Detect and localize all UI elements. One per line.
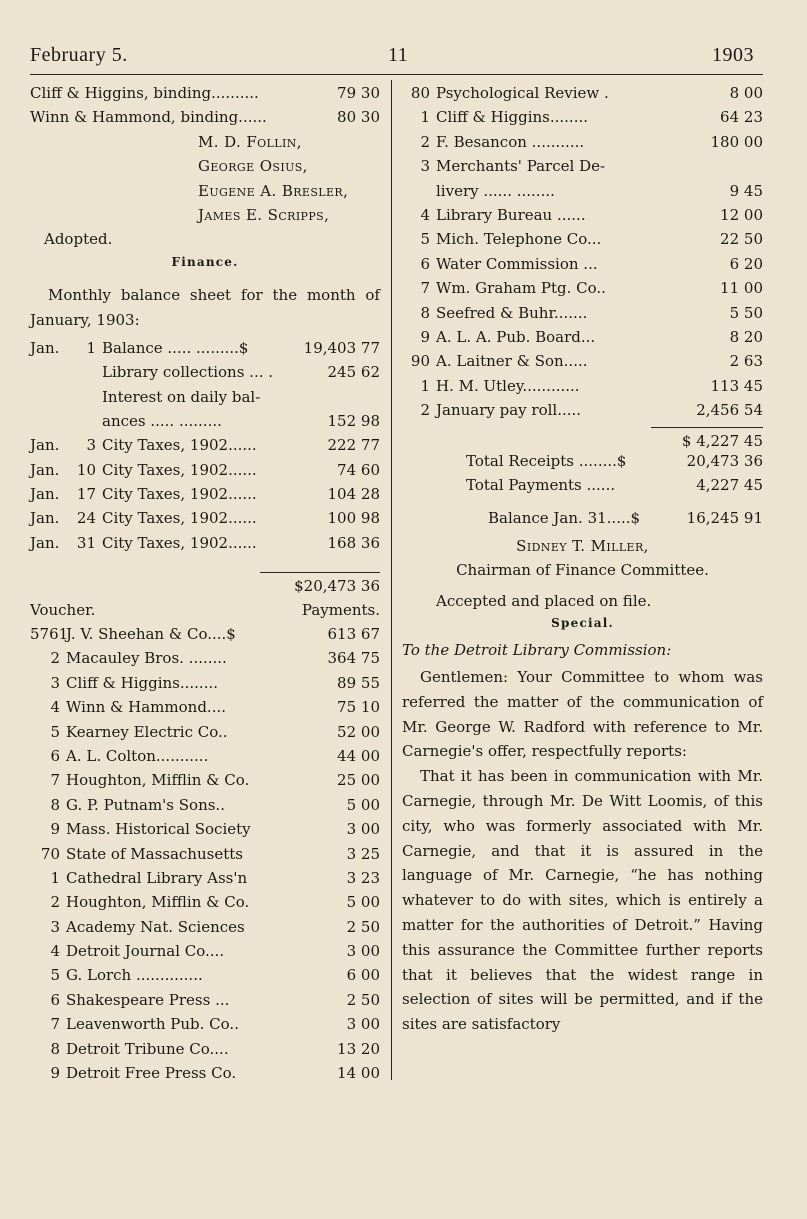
column-divider <box>391 80 392 1080</box>
signer-title: Chairman of Finance Committee. <box>456 561 709 580</box>
balance-row <box>30 485 380 509</box>
signature-line: M. D. Follin, <box>198 132 302 151</box>
balance-name: Interest on daily bal- <box>102 387 261 406</box>
payee-name: Detroit Journal Co.... <box>66 942 225 961</box>
payments-total <box>402 427 763 451</box>
payment-row <box>402 377 763 401</box>
balance-row <box>30 534 380 558</box>
payment-amount: 6 00 <box>346 966 380 985</box>
voucher-number: 2 <box>420 401 430 420</box>
voucher-number: 2 <box>50 649 60 668</box>
salutation: To the Detroit Library Commission: <box>402 640 672 659</box>
header-year: 1903 <box>712 44 754 66</box>
balance-month: Jan. <box>30 436 60 455</box>
payments-total-amount: $ 4,227 45 <box>651 427 763 450</box>
payment-row <box>30 625 380 649</box>
balance-row <box>30 412 380 436</box>
balance-day: 10 <box>76 460 96 479</box>
balance-table <box>30 339 380 559</box>
payee-name: Merchants' Parcel De- <box>436 157 606 176</box>
payment-row <box>30 771 380 795</box>
payment-amount: 180 00 <box>710 132 763 151</box>
voucher-number: 9 <box>50 820 60 839</box>
voucher-number: 1 <box>420 376 430 395</box>
payment-row <box>402 328 763 352</box>
payment-row <box>402 182 763 206</box>
voucher-number: 6 <box>50 990 60 1009</box>
payee-name: Detroit Free Press Co. <box>66 1064 237 1083</box>
voucher-number: 7 <box>50 1015 60 1034</box>
payment-row <box>402 133 763 157</box>
payments-header <box>30 601 380 625</box>
balance-amount: 19,403 77 <box>303 338 380 357</box>
paragraph-2: That it has been in communication with Mr. Carnegie, through Mr. De Witt Loomis, of this city, who was formerly associated with Mr. Carnegie, and that it is assured in the language of Mr. Carnegie, “he has nothing whatever to do with sites, which is entirely a matter for the authorities of Detroit.” Having this assurance the Committee further reports that it believes that the widest range in selection of sites will be permitted, and if the sites are satisfactory <box>402 767 763 1034</box>
signature-block <box>30 133 380 231</box>
balance-day: 1 <box>86 338 96 357</box>
balance-name: ances ..... ......... <box>102 411 222 430</box>
payment-row <box>30 649 380 673</box>
voucher-number: 5761 <box>30 625 69 644</box>
total-receipts-row <box>402 452 763 476</box>
balance-name: City Taxes, 1902...... <box>102 509 257 528</box>
payment-row <box>30 893 380 917</box>
payee-name: Library Bureau ...... <box>436 205 586 224</box>
adopted-text: Adopted. <box>44 230 113 249</box>
payment-amount: 3 25 <box>346 844 380 863</box>
payee-name: Houghton, Mifflin & Co. <box>66 893 250 912</box>
balance-name: City Taxes, 1902...... <box>102 485 257 504</box>
payment-row <box>30 796 380 820</box>
payee-name: A. Laitner & Son..... <box>436 352 588 371</box>
payment-row <box>30 918 380 942</box>
payee-name: A. L. A. Pub. Board... <box>436 327 596 346</box>
voucher-number: 1 <box>420 108 430 127</box>
payment-amount: 64 23 <box>720 108 763 127</box>
payment-amount: 9 45 <box>729 181 763 200</box>
payment-amount: 14 00 <box>337 1064 380 1083</box>
payment-amount: 8 20 <box>729 327 763 346</box>
payee-name: G. P. Putnam's Sons.. <box>66 795 225 814</box>
voucher-number: 90 <box>410 352 430 371</box>
payee-name: State of Massachusetts <box>66 844 243 863</box>
voucher-number: 9 <box>50 1064 60 1083</box>
balance-row <box>30 436 380 460</box>
payment-row <box>30 869 380 893</box>
balance-name: Balance ..... .........$ <box>102 338 249 357</box>
balance-month: Jan. <box>30 533 60 552</box>
payment-row <box>402 279 763 303</box>
payment-amount: 89 55 <box>337 673 380 692</box>
voucher-label: Voucher. <box>30 600 96 619</box>
payee-name: Seefred & Buhr....... <box>436 303 588 322</box>
payment-row <box>30 820 380 844</box>
payment-amount: 2 50 <box>346 917 380 936</box>
left-column <box>30 84 380 1088</box>
voucher-number: 3 <box>50 673 60 692</box>
payment-amount: 2 50 <box>346 990 380 1009</box>
signature-line: Eugene A. Bresler, <box>198 181 349 200</box>
balance-amount: 168 36 <box>327 533 380 552</box>
total-payments-label: Total Payments ...... <box>466 476 616 495</box>
voucher-number: 7 <box>420 279 430 298</box>
finance-heading: Finance. <box>171 254 239 269</box>
balance-name: City Taxes, 1902...... <box>102 533 257 552</box>
balance-row <box>30 339 380 363</box>
balance-day: 3 <box>86 436 96 455</box>
balance-total-amount: $20,473 36 <box>260 572 380 595</box>
finance-intro: Monthly balance sheet for the month of January, 1903: <box>30 286 380 329</box>
balance-day: 24 <box>76 509 96 528</box>
balance-row <box>30 388 380 412</box>
payment-row <box>402 401 763 425</box>
payment-row <box>30 942 380 966</box>
payment-amount: 2,456 54 <box>696 401 763 420</box>
payee-name: Mass. Historical Society <box>66 820 251 839</box>
payment-amount: 8 00 <box>729 84 763 102</box>
balance-name: City Taxes, 1902...... <box>102 460 257 479</box>
binding-amount: 79 30 <box>337 84 380 102</box>
payee-name: Detroit Tribune Co.... <box>66 1039 229 1058</box>
voucher-number: 2 <box>420 132 430 151</box>
header-rule <box>30 74 763 75</box>
payment-amount: 22 50 <box>720 230 763 249</box>
payment-amount: 6 20 <box>729 254 763 273</box>
payee-name: Winn & Hammond.... <box>66 698 226 717</box>
voucher-number: 3 <box>50 917 60 936</box>
payment-amount: 5 50 <box>729 303 763 322</box>
payment-amount: 11 00 <box>720 279 763 298</box>
voucher-number: 5 <box>420 230 430 249</box>
balance-month: Jan. <box>30 338 60 357</box>
balance-jan-row <box>402 509 763 533</box>
voucher-number: 8 <box>420 303 430 322</box>
header-date: February 5. <box>30 44 128 66</box>
payment-amount: 25 00 <box>337 771 380 790</box>
binding-row <box>30 108 380 132</box>
balance-amount: 245 62 <box>327 363 380 382</box>
payment-row <box>30 1040 380 1064</box>
payee-name: Water Commission ... <box>436 254 598 273</box>
payment-row <box>402 230 763 254</box>
balance-jan-amount: 16,245 91 <box>686 508 763 527</box>
payment-row <box>402 206 763 230</box>
payee-name: Shakespeare Press ... <box>66 990 230 1009</box>
binding-row <box>30 84 380 108</box>
total-payments-row <box>402 476 763 500</box>
balance-amount: 104 28 <box>327 485 380 504</box>
payment-row <box>402 352 763 376</box>
signature-line: James E. Scripps, <box>198 205 330 224</box>
payment-row <box>30 723 380 747</box>
payment-amount: 3 00 <box>346 820 380 839</box>
payment-amount: 5 00 <box>346 893 380 912</box>
voucher-number: 9 <box>420 327 430 346</box>
binding-name: Winn & Hammond, binding...... <box>30 108 267 127</box>
voucher-number: 4 <box>50 698 60 717</box>
payee-name: Academy Nat. Sciences <box>66 917 245 936</box>
payee-name: F. Besancon ........... <box>436 132 585 151</box>
payment-row <box>402 84 763 108</box>
payee-name: Psychological Review . <box>436 84 609 102</box>
payee-name: livery ...... ........ <box>436 181 555 200</box>
voucher-number: 3 <box>420 157 430 176</box>
balance-amount: 222 77 <box>327 436 380 455</box>
payee-name: H. M. Utley............ <box>436 376 580 395</box>
right-column <box>402 84 763 1037</box>
balance-day: 17 <box>76 485 96 504</box>
balance-month: Jan. <box>30 485 60 504</box>
payment-row <box>402 304 763 328</box>
payee-name: J. V. Sheehan & Co....$ <box>66 625 236 644</box>
total-payments-amount: 4,227 45 <box>696 476 763 495</box>
payee-name: Cliff & Higgins........ <box>66 673 218 692</box>
payment-row <box>402 108 763 132</box>
payment-amount: 75 10 <box>337 698 380 717</box>
voucher-number: 80 <box>410 84 430 102</box>
payment-row <box>402 157 763 181</box>
payment-amount: 364 75 <box>327 649 380 668</box>
payment-amount: 52 00 <box>337 722 380 741</box>
payment-row <box>30 991 380 1015</box>
balance-row <box>30 509 380 533</box>
payment-amount: 613 67 <box>327 625 380 644</box>
signer-name: Sidney T. Miller, <box>516 537 649 556</box>
payment-amount: 3 00 <box>346 942 380 961</box>
accepted-text: Accepted and placed on file. <box>436 591 652 610</box>
payee-name: A. L. Colton........... <box>66 746 209 765</box>
payment-row <box>30 1015 380 1039</box>
payment-row <box>30 747 380 771</box>
payment-amount: 3 23 <box>346 868 380 887</box>
payment-amount: 113 45 <box>710 376 763 395</box>
voucher-number: 8 <box>50 1039 60 1058</box>
voucher-number: 7 <box>50 771 60 790</box>
payee-name: Leavenworth Pub. Co.. <box>66 1015 239 1034</box>
voucher-number: 6 <box>420 254 430 273</box>
voucher-number: 70 <box>40 844 60 863</box>
payee-name: Houghton, Mifflin & Co. <box>66 771 250 790</box>
payment-row <box>30 966 380 990</box>
voucher-number: 8 <box>50 795 60 814</box>
balance-jan-label: Balance Jan. 31.....$ <box>488 508 641 527</box>
voucher-number: 5 <box>50 966 60 985</box>
payment-row <box>402 255 763 279</box>
voucher-number: 5 <box>50 722 60 741</box>
payments-label: Payments. <box>301 600 380 619</box>
signature-line: George Osius, <box>198 157 308 176</box>
binding-name: Cliff & Higgins, binding.......... <box>30 84 259 102</box>
payment-amount: 2 63 <box>729 352 763 371</box>
balance-row <box>30 363 380 387</box>
payments-table-left <box>30 625 380 1088</box>
voucher-number: 4 <box>420 205 430 224</box>
payee-name: Kearney Electric Co.. <box>66 722 228 741</box>
voucher-number: 6 <box>50 746 60 765</box>
payee-name: Cathedral Library Ass'n <box>66 868 248 887</box>
balance-row <box>30 461 380 485</box>
balance-month: Jan. <box>30 460 60 479</box>
payee-name: Mich. Telephone Co... <box>436 230 602 249</box>
payee-name: Macauley Bros. ........ <box>66 649 227 668</box>
payment-amount: 5 00 <box>346 795 380 814</box>
payment-amount: 44 00 <box>337 746 380 765</box>
page-number: 11 <box>388 44 409 66</box>
paragraph-1: Gentlemen: Your Committee to whom was referred the matter of the communication of Mr. George W. Radford with reference to Mr. Carnegie's offer, respectfully reports: <box>402 667 763 761</box>
special-heading: Special. <box>551 616 614 631</box>
voucher-number: 1 <box>50 868 60 887</box>
payee-name: January pay roll..... <box>436 401 582 420</box>
balance-amount: 152 98 <box>327 411 380 430</box>
total-receipts-amount: 20,473 36 <box>686 451 763 470</box>
payment-row <box>30 674 380 698</box>
payment-amount: 3 00 <box>346 1015 380 1034</box>
balance-amount: 100 98 <box>327 509 380 528</box>
payment-row <box>30 1064 380 1088</box>
balance-name: Library collections ... . <box>102 363 274 382</box>
payee-name: Wm. Graham Ptg. Co.. <box>436 279 606 298</box>
payee-name: G. Lorch .............. <box>66 966 203 985</box>
balance-day: 31 <box>76 533 96 552</box>
balance-month: Jan. <box>30 509 60 528</box>
payment-row <box>30 698 380 722</box>
total-receipts-label: Total Receipts ........$ <box>466 451 627 470</box>
payments-table-right <box>402 84 763 425</box>
payment-amount: 13 20 <box>337 1039 380 1058</box>
voucher-number: 4 <box>50 942 60 961</box>
balance-amount: 74 60 <box>337 460 380 479</box>
payment-row <box>30 845 380 869</box>
voucher-number: 2 <box>50 893 60 912</box>
balance-total <box>30 572 380 596</box>
payee-name: Cliff & Higgins........ <box>436 108 588 127</box>
balance-name: City Taxes, 1902...... <box>102 436 257 455</box>
binding-amount: 80 30 <box>337 108 380 127</box>
payment-amount: 12 00 <box>720 205 763 224</box>
